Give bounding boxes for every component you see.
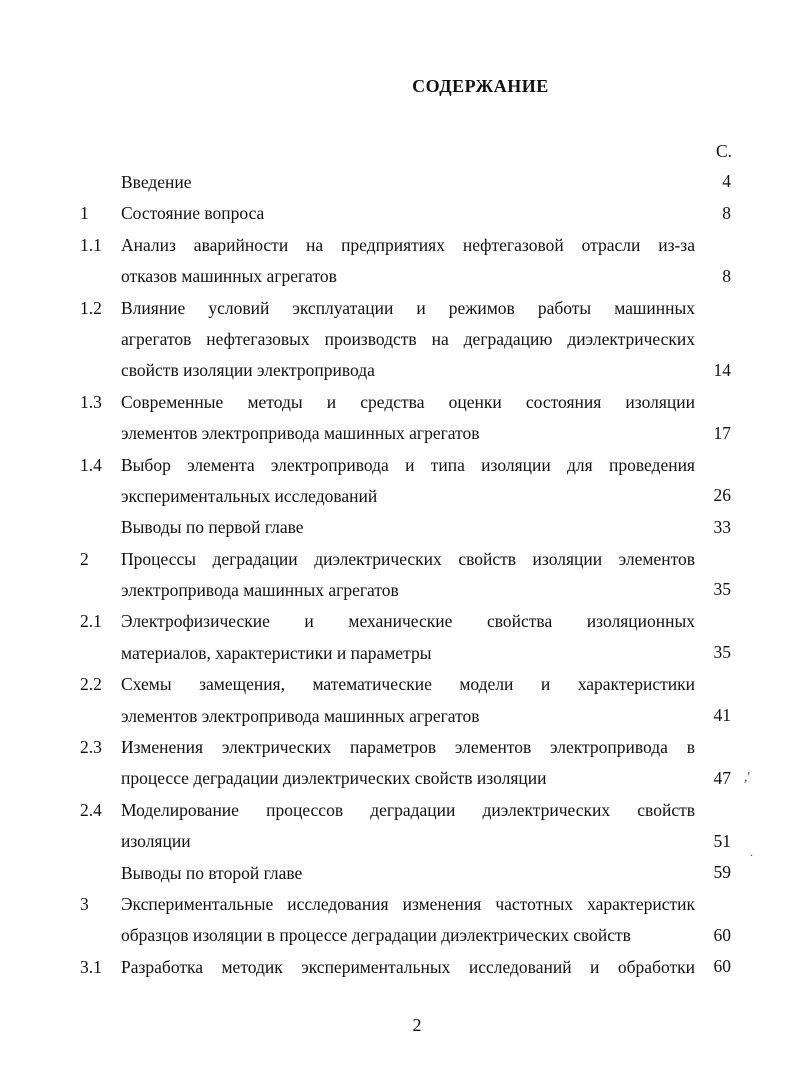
page-column-label: С. [716, 141, 733, 161]
toc-entry-title [121, 455, 695, 518]
toc-entry-page: 51 [713, 830, 731, 851]
toc-entry-line: Процессы деградации диэлектрических свойств изоляции элементов [121, 548, 695, 569]
toc-entry-line: электропривода машинных агрегатов [121, 580, 399, 601]
toc-entry-line: агрегатов нефтегазовых производств на деградацию диэлектрических [121, 328, 695, 349]
toc-entry-line: Введение [121, 172, 192, 192]
toc-entry-line: Электрофизические и механические свойства изоляционных [121, 611, 695, 632]
toc-entry-line: Разработка методик экспериментальных исследований и обработки [121, 956, 695, 977]
toc-entry-number: 2.2 [80, 674, 102, 695]
toc-entry-title [121, 800, 695, 863]
page-number: 2 [412, 1015, 422, 1035]
toc-entry [0, 611, 793, 674]
toc-entry-title [121, 235, 695, 298]
toc-entry-title [121, 611, 695, 674]
toc-entry-number: 2.4 [80, 799, 102, 820]
toc-entry-line: образцов изоляции в процессе деградации диэлектрических свойств [121, 925, 631, 946]
toc-entry [0, 894, 793, 957]
toc-entry-line: экспериментальных исследований [121, 485, 378, 506]
toc-entry [0, 298, 793, 392]
toc-entry-line: Выводы по второй главе [121, 862, 303, 883]
toc-entry [0, 172, 793, 203]
toc-entry-number: 1 [80, 203, 89, 224]
toc-entry-number: 1.1 [80, 234, 102, 255]
toc-entry-page: 60 [713, 956, 731, 977]
toc-entry-line: Изменения электрических параметров элементов электропривода в [121, 737, 695, 758]
toc-entry-line: Анализ аварийности на предприятиях нефтегазовой отрасли из-за [121, 234, 695, 255]
toc-entry-number: 2.1 [80, 611, 102, 632]
toc-entry-line: Влияние условий эксплуатации и режимов работы машинных [121, 297, 695, 318]
toc-entry-title [121, 737, 695, 800]
scan-mark: . [750, 845, 753, 859]
toc-entry-page: 60 [713, 924, 731, 945]
toc-entry [0, 737, 793, 800]
toc-entry-line: Выводы по первой главе [121, 517, 304, 538]
toc-entry-page: 41 [713, 705, 731, 726]
toc-entry [0, 957, 793, 988]
toc-entry-line: процессе деградации диэлектрических свойств изоляции [121, 768, 547, 789]
toc-entry-title [121, 894, 695, 957]
toc-entry-line: отказов машинных агрегатов [121, 266, 337, 287]
scan-mark: ,' [744, 770, 751, 785]
toc-entry [0, 235, 793, 298]
toc-entry-page: 8 [722, 265, 731, 286]
toc-entry [0, 517, 793, 548]
toc-entry-page: 17 [713, 422, 731, 443]
toc-entry-title [121, 172, 695, 203]
toc-entry [0, 392, 793, 455]
toc-entry-number: 2 [80, 548, 89, 569]
toc-entry-number: 1.2 [80, 297, 102, 318]
toc-entry-line: Моделирование процессов деградации диэлектрических свойств [121, 799, 695, 820]
toc-entry [0, 863, 793, 894]
toc-entry-number: 1.3 [80, 391, 102, 412]
toc-entry-title [121, 203, 695, 234]
toc-entry-title [121, 957, 695, 988]
toc-entry-title [121, 392, 695, 455]
toc-entry-line: изоляции [121, 831, 191, 852]
toc-entry-title [121, 517, 695, 548]
toc-entry-page: 14 [713, 359, 731, 380]
toc-entry-number: 3 [80, 893, 89, 914]
toc-entry [0, 674, 793, 737]
table-of-contents [0, 172, 793, 988]
toc-entry-line: свойств изоляции электропривода [121, 360, 375, 381]
toc-entry-line: элементов электропривода машинных агрегатов [121, 423, 480, 444]
toc-entry [0, 455, 793, 518]
toc-entry-title [121, 674, 695, 737]
toc-entry [0, 549, 793, 612]
toc-entry-page: 59 [713, 861, 731, 882]
toc-entry-line: элементов электропривода машинных агрегатов [121, 705, 480, 726]
toc-entry-number: 2.3 [80, 737, 102, 758]
toc-entry-number: 1.4 [80, 454, 102, 475]
toc-entry-number: 3.1 [80, 956, 102, 977]
toc-entry [0, 203, 793, 234]
toc-entry-page: 4 [722, 171, 731, 192]
toc-entry-page: 8 [722, 202, 731, 223]
toc-entry-line: Выбор элемента электропривода и типа изоляции для проведения [121, 454, 695, 475]
toc-entry-title [121, 863, 695, 894]
toc-entry-title [121, 298, 695, 392]
toc-entry-line: Экспериментальные исследования изменения частотных характеристик [121, 893, 695, 914]
toc-entry-page: 35 [713, 579, 731, 600]
toc-entry-line: Состояние вопроса [121, 203, 265, 224]
toc-entry [0, 800, 793, 863]
toc-entry-page: 33 [713, 516, 731, 537]
toc-entry-line: Современные методы и средства оценки состояния изоляции [121, 391, 695, 412]
toc-entry-title [121, 549, 695, 612]
toc-entry-page: 35 [713, 642, 731, 663]
toc-entry-line: Схемы замещения, математические модели и характеристики [121, 674, 695, 695]
page-title: СОДЕРЖАНИЕ [412, 76, 549, 96]
toc-entry-page: 26 [713, 485, 731, 506]
toc-entry-page: 47 [713, 767, 731, 788]
toc-entry-line: материалов, характеристики и параметры [121, 642, 432, 663]
